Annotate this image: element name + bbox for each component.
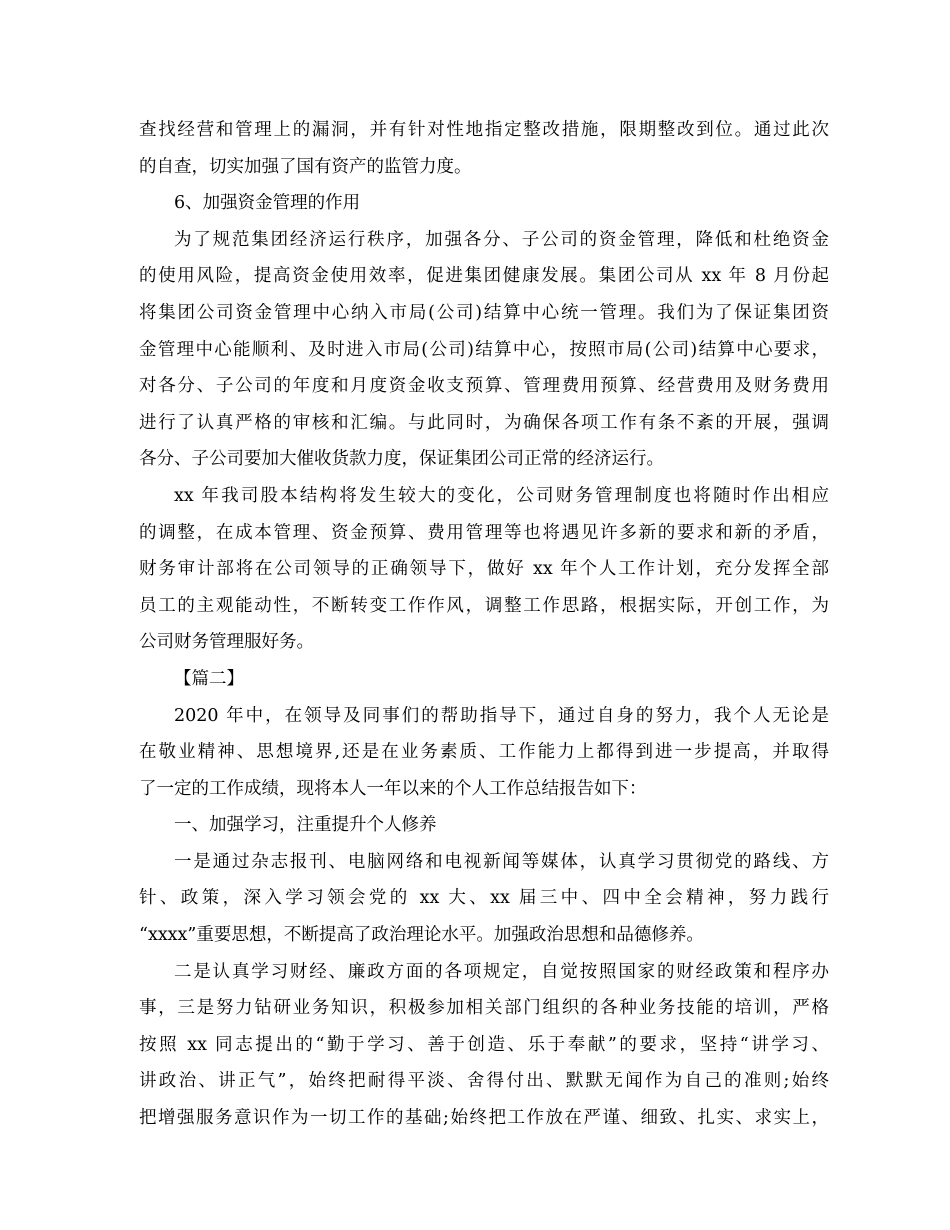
text-line: 一是通过杂志报刊、电脑网络和电视新闻等媒体，认真学习贯彻党的路线、方 xyxy=(174,851,829,872)
text-line: “xxxx”重要思想，不断提高了政治理论水平。加强政治思想和品德修养。 xyxy=(139,925,704,946)
text-line: 的调整，在成本管理、资金预算、费用管理等也将遇见许多新的要求和新的矛盾， xyxy=(139,522,829,543)
text-line: 二是认真学习财经、廉政方面的各项规定，自觉按照国家的财经政策和程序办 xyxy=(174,961,829,982)
text-line: 进行了认真严格的审核和汇编。与此同时，为确保各项工作有条不紊的开展，强调 xyxy=(139,412,829,433)
text-line: 查找经营和管理上的漏洞，并有针对性地指定整改措施，限期整改到位。通过此次 xyxy=(139,120,829,140)
text-line: xx 年我司股本结构将发生较大的变化，公司财务管理制度也将随时作出相应 xyxy=(174,485,829,506)
text-line: 在敬业精神、思想境界,还是在业务素质、工作能力上都得到进一步提高，并取得 xyxy=(139,742,829,763)
text-line: 将集团公司资金管理中心纳入市局(公司)结算中心统一管理。我们为了保证集团资 xyxy=(139,302,829,323)
document-page xyxy=(139,112,829,1137)
text-line: 6、加强资金管理的作用 xyxy=(174,193,361,214)
text-line: 金管理中心能顺利、及时进入市局(公司)结算中心，按照市局(公司)结算中心要求， xyxy=(139,339,829,360)
text-line: 公司财务管理服好务。 xyxy=(139,632,314,653)
text-line: 一、加强学习，注重提升个人修养 xyxy=(174,815,437,836)
text-line: 员工的主观能动性，不断转变工作作风，调整工作思路，根据实际，开创工作，为 xyxy=(139,595,829,616)
text-line: 为了规范集团经济运行秩序，加强各分、子公司的资金管理，降低和杜绝资金 xyxy=(174,229,829,250)
text-line: 把增强服务意识作为一切工作的基础;始终把工作放在严谨、细致、扎实、求实上， xyxy=(139,1108,829,1129)
text-line: 针、政策，深入学习领会党的 xx 大、xx 届三中、四中全会精神，努力践行 xyxy=(139,888,829,909)
text-line: 按照 xx 同志提出的“勤于学习、善于创造、乐于奉献”的要求，坚持“讲学习、 xyxy=(139,1034,829,1055)
text-line: 的使用风险，提高资金使用效率，促进集团健康发展。集团公司从 xx 年 8 月份起 xyxy=(139,266,829,287)
text-line: 各分、子公司要加大催收货款力度，保证集团公司正常的经济运行。 xyxy=(139,449,664,470)
text-line: 对各分、子公司的年度和月度资金收支预算、管理费用预算、经营费用及财务费用 xyxy=(139,376,829,397)
text-line: 了一定的工作成绩，现将本人一年以来的个人工作总结报告如下： xyxy=(139,778,647,799)
text-line: 2020 年中，在领导及同事们的帮助指导下，通过自身的努力，我个人无论是 xyxy=(174,705,829,726)
text-line: 事，三是努力钻研业务知识，积极参加相关部门组织的各种业务技能的培训，严格 xyxy=(139,998,829,1019)
text-line: 【篇二】 xyxy=(174,668,244,689)
text-line: 的自查，切实加强了国有资产的监管力度。 xyxy=(139,156,472,177)
text-line: 财务审计部将在公司领导的正确领导下，做好 xx 年个人工作计划，充分发挥全部 xyxy=(139,559,829,580)
text-line: 讲政治、讲正气”，始终把耐得平淡、舍得付出、默默无闻作为自己的准则;始终 xyxy=(139,1071,829,1092)
